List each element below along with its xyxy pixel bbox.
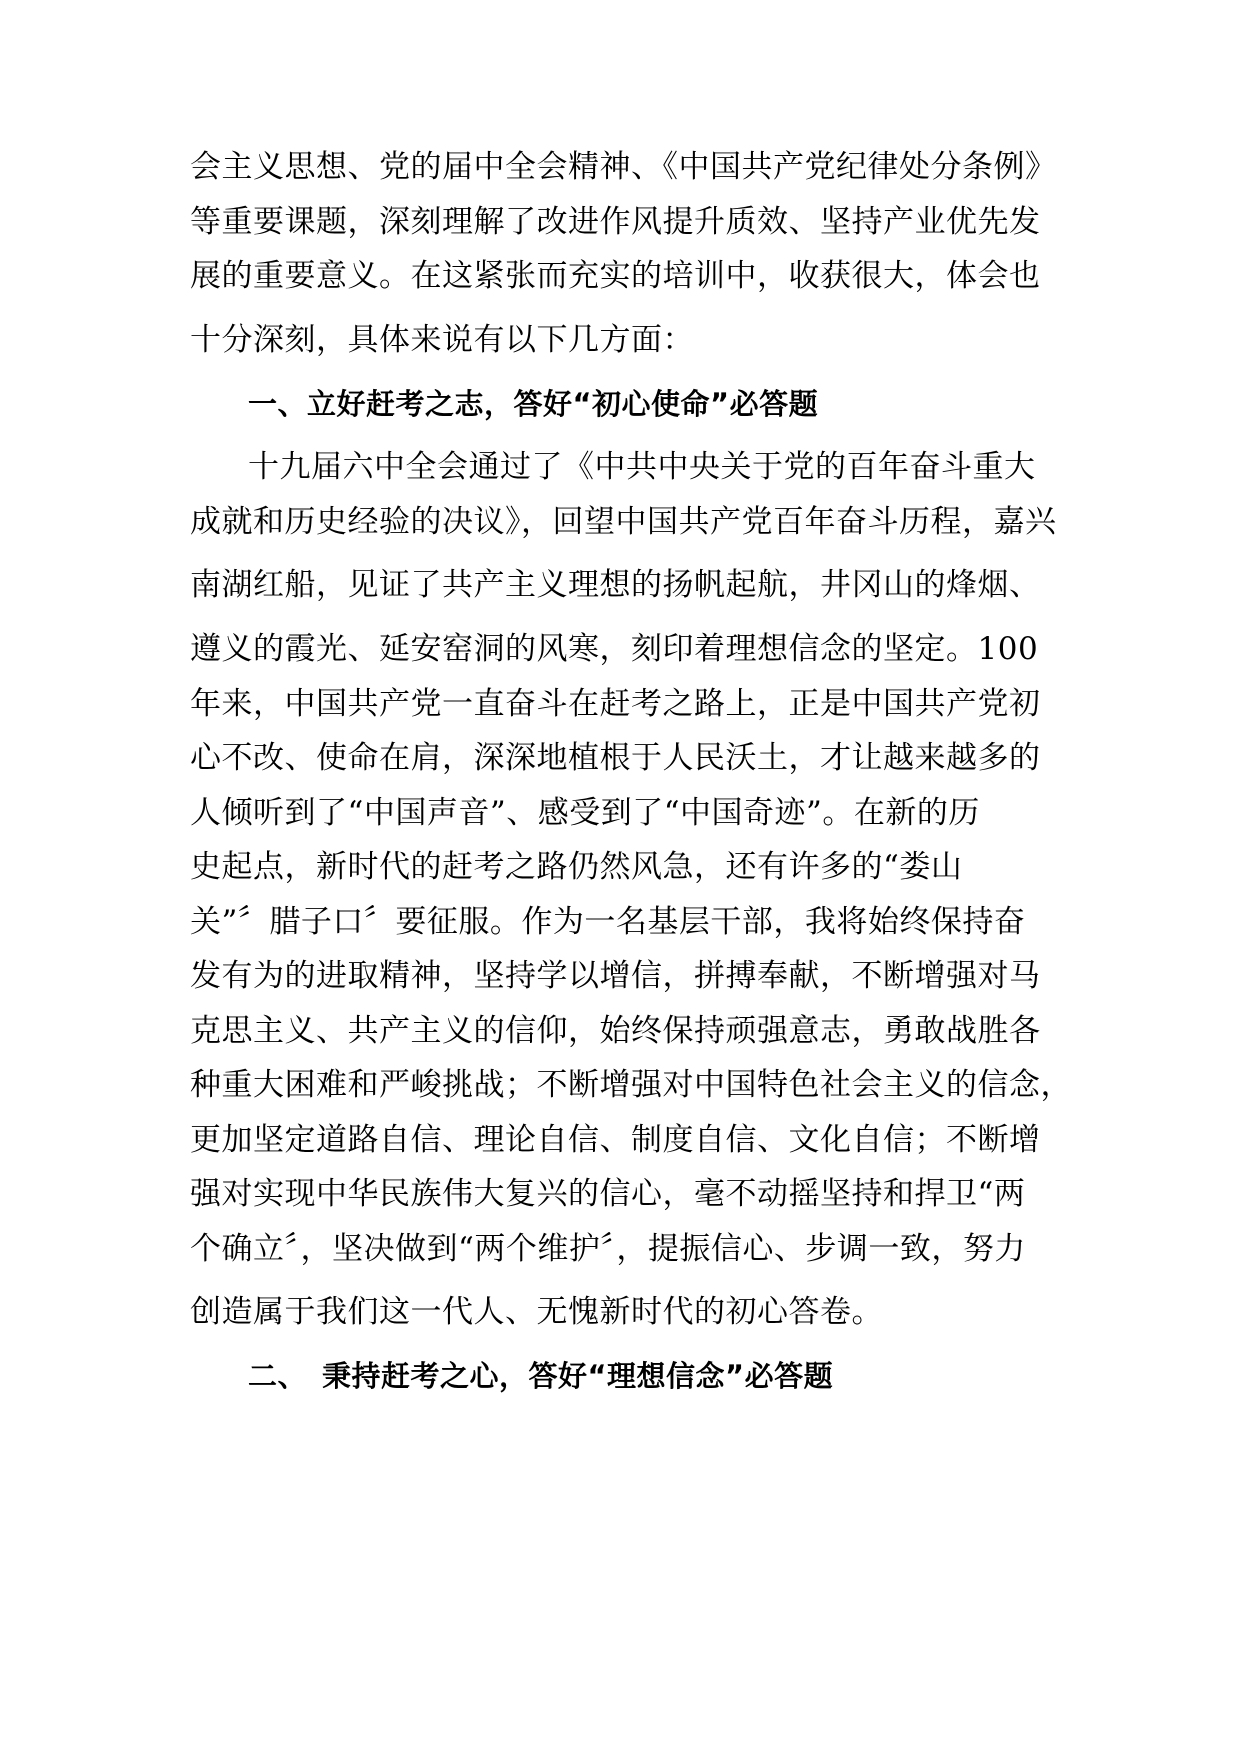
section-heading-1: 一、立好赶考之志，答好“初心使命”必答题 bbox=[248, 387, 819, 421]
paragraph-line: 关”〞腊子口〞要征服。作为一名基层干部，我将始终保持奋 bbox=[190, 904, 1026, 940]
paragraph-line: 史起点，新时代的赶考之路仍然风急，还有许多的“娄山 bbox=[190, 849, 963, 885]
paragraph-line: 年来，中国共产党一直奋斗在赶考之路上，正是中国共产党初 bbox=[190, 686, 1041, 722]
paragraph-line: 克思主义、共产主义的信仰，始终保持顽强意志，勇敢战胜各 bbox=[190, 1013, 1041, 1049]
paragraph-line: 南湖红船，见证了共产主义理想的扬帆起航，井冈山的烽烟、 bbox=[190, 567, 1041, 603]
paragraph-line: 展的重要意义。在这紧张而充实的培训中，收获很大，体会也 bbox=[190, 258, 1041, 294]
paragraph-line: 更加坚定道路自信、理论自信、制度自信、文化自信；不断增 bbox=[190, 1122, 1041, 1158]
paragraph-line: 创造属于我们这一代人、无愧新时代的初心答卷。 bbox=[190, 1294, 883, 1330]
paragraph-line: 个确立〞，坚决做到“两个维护〞，提振信心、步调一致，努力 bbox=[190, 1231, 1026, 1267]
paragraph-line: 强对实现中华民族伟大复兴的信心，毫不动摇坚持和捍卫“两 bbox=[190, 1176, 1026, 1212]
paragraph-line: 十分深刻，具体来说有以下几方面： bbox=[190, 322, 694, 358]
paragraph-line: 心不改、使命在肩，深深地植根于人民沃土，才让越来越多的 bbox=[190, 740, 1041, 776]
paragraph-line: 会主义思想、党的届中全会精神、《中国共产党纪律处分条例》 bbox=[190, 149, 1057, 185]
section-heading-2: 二、 秉持赶考之心，答好“理想信念”必答题 bbox=[248, 1359, 834, 1393]
paragraph-line: 种重大困难和严峻挑战；不断增强对中国特色社会主义的信念， bbox=[190, 1067, 1072, 1103]
paragraph-line: 等重要课题，深刻理解了改进作风提升质效、坚持产业优先发 bbox=[190, 204, 1041, 240]
paragraph-line: 十九届六中全会通过了《中共中央关于党的百年奋斗重大 bbox=[248, 449, 1036, 485]
paragraph-line: 成就和历史经验的决议》，回望中国共产党百年奋斗历程，嘉兴 bbox=[190, 504, 1057, 540]
paragraph-line: 遵义的霞光、延安窑洞的风寒，刻印着理想信念的坚定。100 bbox=[190, 631, 1039, 667]
paragraph-line: 发有为的进取精神，坚持学以增信，拼搏奉献，不断增强对马 bbox=[190, 958, 1041, 994]
paragraph-line: 人倾听到了“中国声音”、感受到了“中国奇迹”。在新的历 bbox=[190, 795, 980, 831]
